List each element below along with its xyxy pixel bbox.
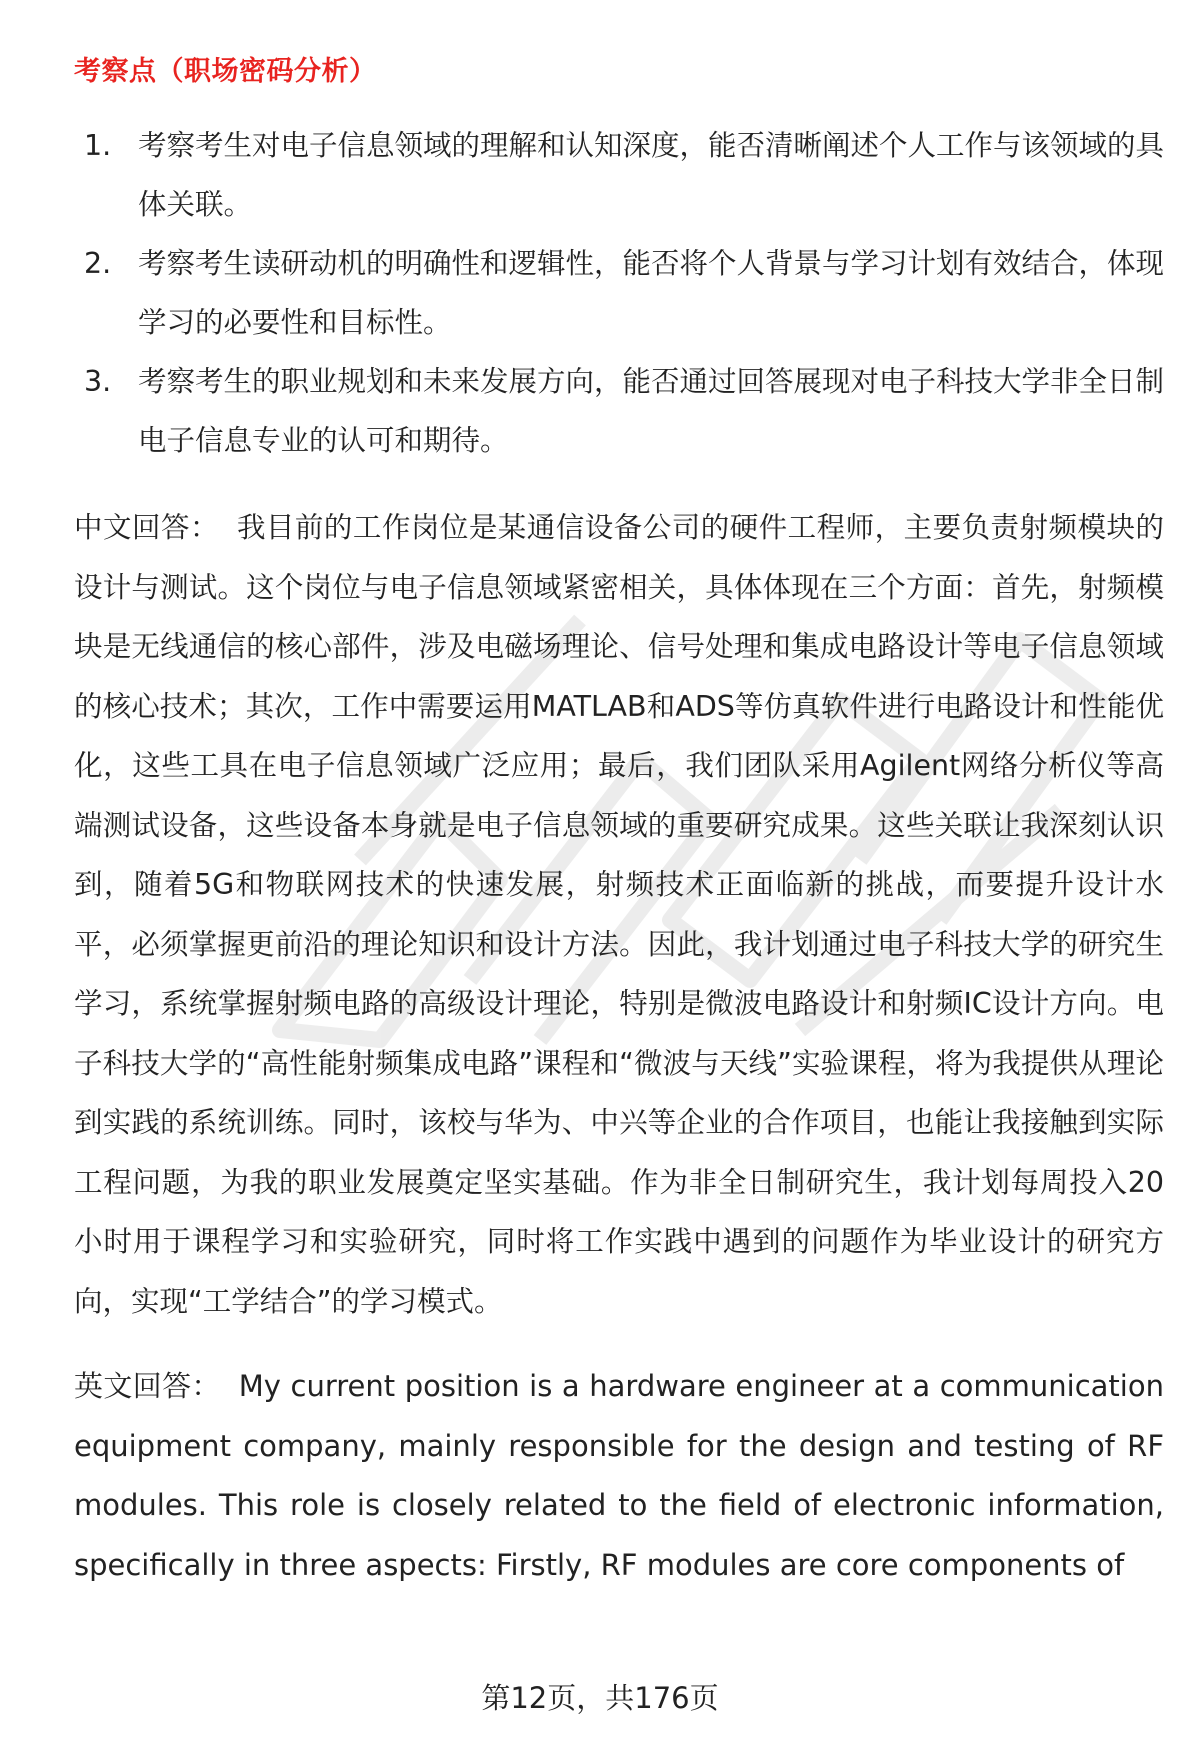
list-item	[74, 352, 1164, 470]
english-answer-text: My current position is a hardware engineer at a communication equipment company, mainly responsible for the design and testing of RF modules. This role is closely related to the field of electronic information, specifically in three aspects: Firstly, RF modules are core components of	[74, 1369, 1164, 1582]
english-answer-paragraph	[74, 1357, 1164, 1595]
list-item	[74, 116, 1164, 234]
chinese-answer-text: 我目前的工作岗位是某通信设备公司的硬件工程师，主要负责射频模块的设计与测试。这个岗位与电子信息领域紧密相关，具体体现在三个方面：首先，射频模块是无线通信的核心部件，涉及电磁场理论、信号处理和集成电路设计等电子信息领域的核心技术；其次，工作中需要运用MATLAB和ADS等仿真软件进行电路设计和性能优化，这些工具在电子信息领域广泛应用；最后，我们团队采用Agilent网络分析仪等高端测试设备，这些设备本身就是电子信息领域的重要研究成果。这些关联让我深刻认识到，随着5G和物联网技术的快速发展，射频技术正面临新的挑战，而要提升设计水平，必须掌握更前沿的理论知识和设计方法。因此，我计划通过电子科技大学的研究生学习，系统掌握射频电路的高级设计理论，特别是微波电路设计和射频IC设计方向。电子科技大学的“高性能射频集成电路”课程和“微波与天线”实验课程，将为我提供从理论到实践的系统训练。同时，该校与华为、中兴等企业的合作项目，也能让我接触到实际工程问题，为我的职业发展奠定坚实基础。作为非全日制研究生，我计划每周投入20小时用于课程学习和实验研究，同时将工作实践中遇到的问题作为毕业设计的研究方向，实现“工学结合”的学习模式。	[74, 511, 1164, 1318]
list-item-text: 考察考生读研动机的明确性和逻辑性，能否将个人背景与学习计划有效结合，体现学习的必要性和目标性。	[138, 247, 1165, 339]
list-item-number: 2.	[84, 247, 112, 280]
document-page	[74, 52, 1164, 1595]
list-item-text: 考察考生的职业规划和未来发展方向，能否通过回答展现对电子科技大学非全日制电子信息专业的认可和期待。	[138, 365, 1165, 457]
list-item-text: 考察考生对电子信息领域的理解和认知深度，能否清晰阐述个人工作与该领域的具体关联。	[138, 129, 1165, 221]
chinese-answer-label: 中文回答：	[74, 511, 219, 544]
list-item-number: 1.	[84, 129, 112, 162]
english-answer-label: 英文回答：	[74, 1369, 221, 1403]
page-number-footer: 第12页，共176页	[481, 1681, 719, 1715]
chinese-answer-paragraph	[74, 498, 1164, 1331]
section-heading: 考察点（职场密码分析）	[74, 56, 377, 87]
assessment-points-list	[74, 116, 1164, 470]
list-item-number: 3.	[84, 365, 112, 398]
list-item	[74, 234, 1164, 352]
